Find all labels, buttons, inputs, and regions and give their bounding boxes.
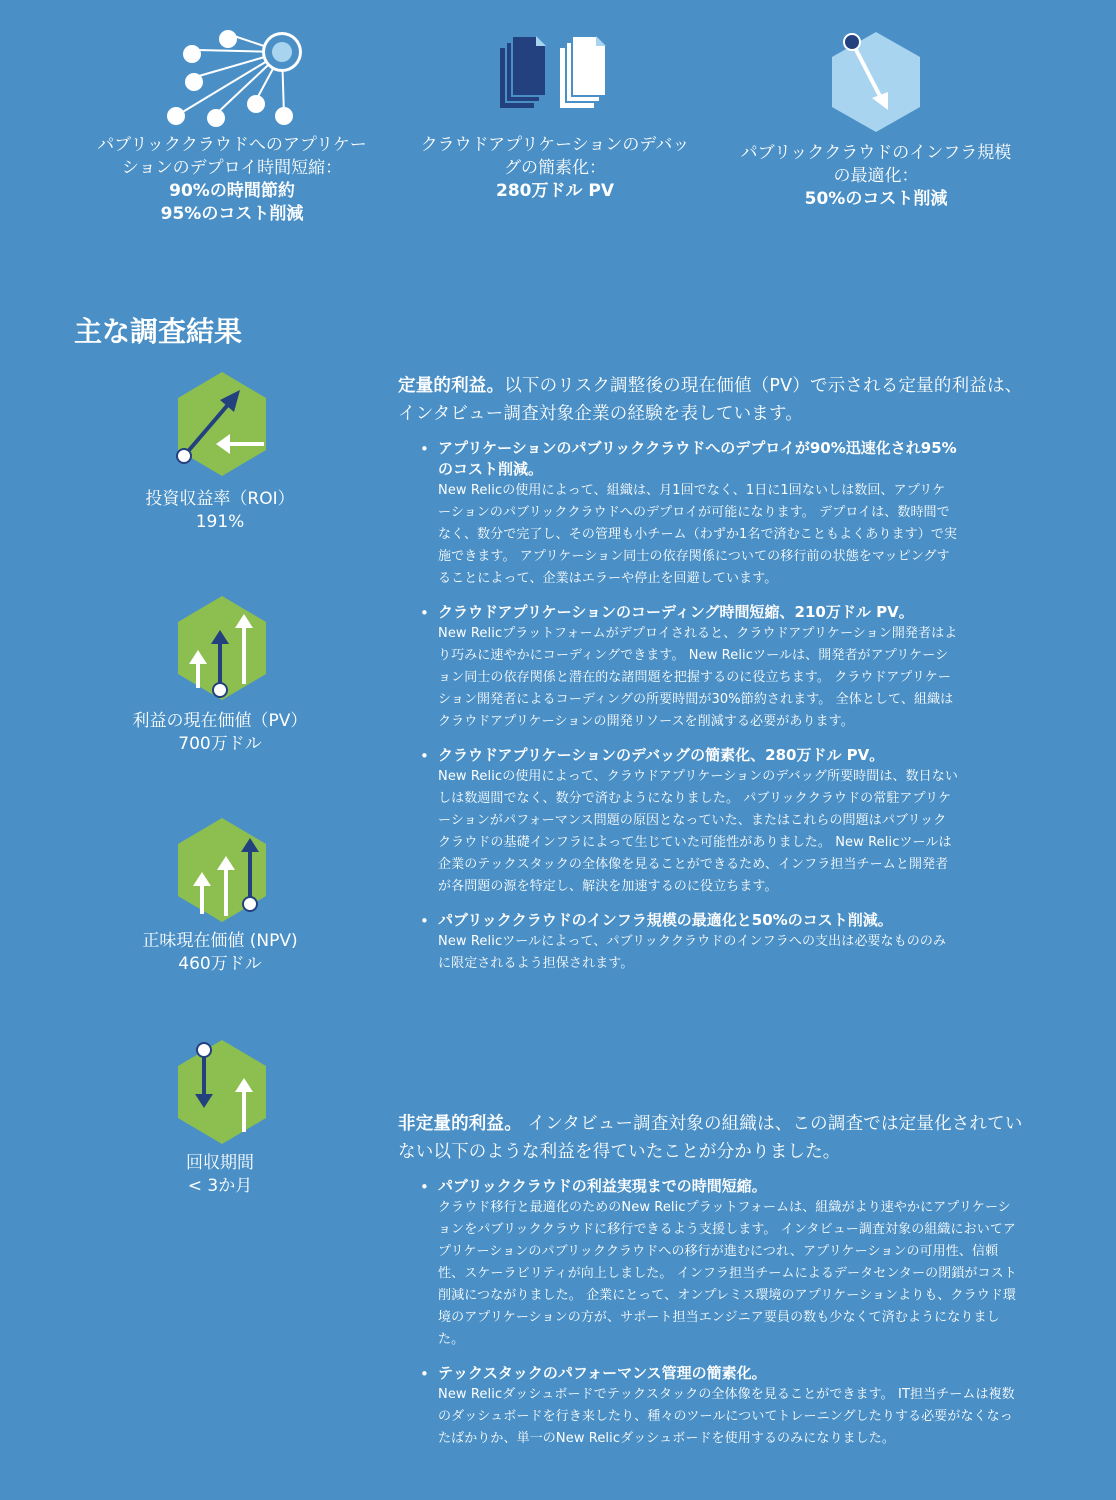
quantified-bullets <box>398 438 958 975</box>
benefit-debug-text: クラウドアプリケーションのデバッグの簡素化： <box>420 135 690 178</box>
unquantified-list <box>398 1176 1018 1450</box>
metric-pv-value: 700万ドル <box>178 734 262 754</box>
metric-roi <box>110 488 330 534</box>
metric-pv-label: 利益の現在価値（PV） <box>132 711 308 731</box>
metric-npv-label: 正味現在価値 (NPV) <box>142 931 298 951</box>
list-item <box>420 602 958 733</box>
benefit-deploy-highlight-2: 95%のコスト削減 <box>160 204 304 224</box>
network-nodes-icon <box>158 26 308 130</box>
bullet-body: New Relicの使用によって、クラウドアプリケーションのデバッグ所要時間は、数日ないしは数週間でなく、数分で済むようになりました。 パブリッククラウドの常駐アプリケーションがパフォーマンス問題の原因となっていた、またはこれらの問題はパブリッククラウドの基礎インフラによって生じていた可能性がありました。 New Relicツールは企業のテックスタックの全体像を見ることができるため、インフラ担当チームと開発者が各問題の源を特定し、解決を加速するのに役立ちます。 <box>438 769 958 894</box>
metric-payback-value: < 3か月 <box>187 1176 253 1196</box>
metric-npv <box>110 930 330 976</box>
benefit-deploy-caption <box>96 134 368 226</box>
bullet-body: New Relicツールによって、パブリッククラウドのインフラへの支出は必要なもののみに限定されるよう担保されます。 <box>438 934 947 971</box>
benefit-deploy-highlight-1: 90%の時間節約 <box>169 181 295 201</box>
pv-arrows-up-icon <box>172 594 272 704</box>
benefit-infra-highlight: 50%のコスト削減 <box>804 189 948 209</box>
metric-roi-label: 投資収益率（ROI） <box>145 489 295 509</box>
list-item <box>420 1176 1018 1351</box>
quantified-text: 以下のリスク調整後の現在価値（PV）で示される定量的利益は、インタビュー調査対象企業の経験を表しています。 <box>398 376 1023 424</box>
unquantified-bullets <box>398 1176 1018 1450</box>
benefit-infra-caption <box>740 142 1012 211</box>
section-title: 主な調査結果 <box>74 315 243 348</box>
quantified-lead: 定量的利益。 <box>398 376 505 396</box>
unquantified-intro <box>398 1110 1038 1166</box>
unquantified-text: インタビュー調査対象の組織は、この調査では定量化されていない以下のような利益を得ていたことが分かりました。 <box>398 1114 1023 1162</box>
benefit-debug-highlight: 280万ドル PV <box>495 181 615 201</box>
bullet-body: クラウド移行と最適化のためのNew Relicプラットフォームは、組織がより速やかにアプリケーションをパブリッククラウドに移行できるよう支援します。 インタビュー調査対象の組織においてアプリケーションのパブリッククラウドへの移行が進むにつれ、アプリケーションの可用性、信頼性、スケーラビリティが向上しました。 インフラ担当チームによるデータセンターの閉鎖がコスト削減につながりました。 企業にとって、オンプレミス環境のアプリケーションよりも、クラウド環境のアプリケーションの方が、サポート担当エンジニア要員の数も少なくて済むようになりました。 <box>438 1200 1017 1347</box>
metric-npv-value: 460万ドル <box>178 954 262 974</box>
payback-arrows-icon <box>172 1036 272 1146</box>
metric-pv <box>110 710 330 756</box>
bullet-title: • テックスタックのパフォーマンス管理の簡素化。 <box>438 1364 767 1382</box>
bullet-body: New Relicダッシュボードでテックスタックの全体像を見ることができます。 IT担当チームは複数のダッシュボードを行き来したり、種々のツールについてトレーニングしたりする必要がなくなったばかりか、単一のNew Relicダッシュボードを使用するのみになりました。 <box>438 1387 1015 1446</box>
bullet-title: • クラウドアプリケーションのコーディング時間短縮、210万ドル PV。 <box>438 603 914 621</box>
quantified-intro <box>398 372 1038 428</box>
bullet-title: • アプリケーションのパブリッククラウドへのデプロイが90%迅速化され95%のコスト削減。 <box>438 439 957 478</box>
bullet-title: • パブリッククラウドのインフラ規模の最適化と50%のコスト削減。 <box>438 911 893 929</box>
unquantified-lead: 非定量的利益。 <box>398 1114 522 1134</box>
roi-arrow-icon <box>172 370 272 480</box>
list-item <box>420 1363 1018 1450</box>
unquantified-section <box>398 1110 1038 1166</box>
metric-payback-label: 回収期間 <box>186 1153 254 1173</box>
bullet-title: • パブリッククラウドの利益実現までの時間短縮。 <box>438 1177 767 1195</box>
hexagon-arrow-icon <box>826 30 926 134</box>
documents-icon <box>498 36 616 108</box>
benefit-debug-caption <box>420 134 690 203</box>
npv-arrows-up-icon <box>172 816 272 926</box>
quantified-list <box>398 438 958 975</box>
bullet-body: New Relicの使用によって、組織は、月1回でなく、1日に1回ないしは数回、アプリケーションのパブリッククラウドへのデプロイが可能になります。 デプロイは、数時間でなく、数分で完了し、その管理も小チーム（わずか1名で済むこともよくあります）で実施できます。 アプリケーション同士の依存関係についての移行前の状態をマッピングすることによって、企業はエラーや停止を回避しています。 <box>438 483 958 586</box>
quantified-section <box>398 372 1038 428</box>
list-item <box>420 910 958 975</box>
bullet-title: • クラウドアプリケーションのデバッグの簡素化、280万ドル PV。 <box>438 746 885 764</box>
metric-roi-value: 191% <box>195 512 245 532</box>
bullet-body: New Relicプラットフォームがデプロイされると、クラウドアプリケーション開発者はより巧みに速やかにコーディングできます。 New Relicツールは、開発者がアプリケーション同士の依存関係と潜在的な諸問題を把握するのに役立ちます。 クラウドアプリケーション開発者によるコーディングの所要時間が30%節約されます。 全体として、組織はクラウドアプリケーションの開発リソースを削減する必要があります。 <box>438 626 958 729</box>
benefit-infra-text: パブリッククラウドのインフラ規模の最適化： <box>740 143 1012 186</box>
metric-payback <box>110 1152 330 1198</box>
list-item <box>420 745 958 898</box>
benefit-deploy-text: パブリッククラウドへのアプリケーションのデプロイ時間短縮： <box>97 135 367 178</box>
list-item <box>420 438 958 590</box>
